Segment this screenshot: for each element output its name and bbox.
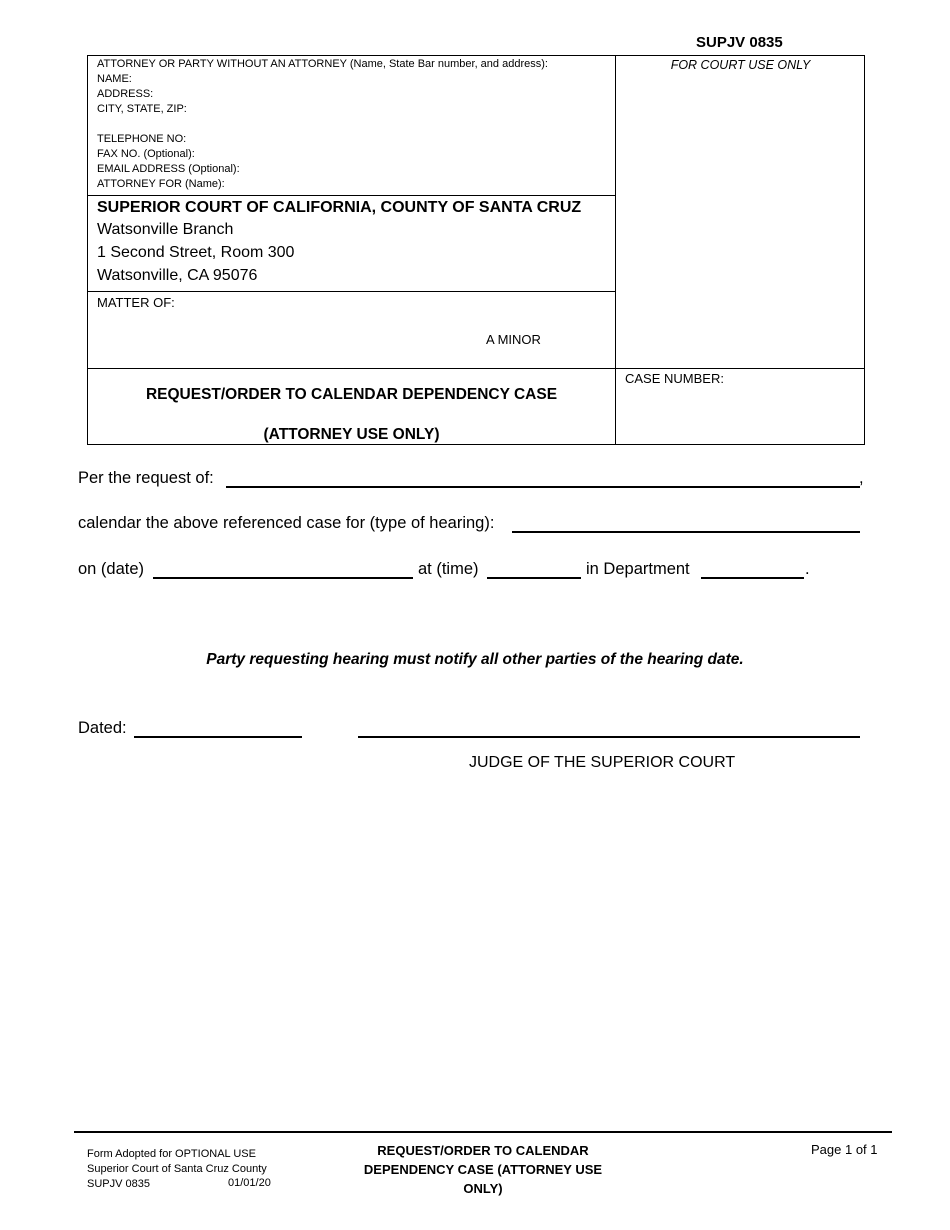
court-street: 1 Second Street, Room 300 <box>97 244 295 261</box>
attorney-city-field[interactable]: CITY, STATE, ZIP: <box>97 103 187 115</box>
department-line[interactable] <box>701 577 804 579</box>
request-comma: , <box>859 469 864 487</box>
court-use-label: FOR COURT USE ONLY <box>670 58 811 72</box>
form-title: REQUEST/ORDER TO CALENDAR DEPENDENCY CASE <box>145 386 558 403</box>
request-of-line[interactable] <box>226 486 860 488</box>
hearing-time-line[interactable] <box>487 577 581 579</box>
footer-adopted: Form Adopted for OPTIONAL USE <box>87 1148 256 1160</box>
attorney-heading: ATTORNEY OR PARTY WITHOUT AN ATTORNEY (Name, State Bar number, and address): <box>97 58 548 70</box>
footer-title: REQUEST/ORDER TO CALENDAR DEPENDENCY CASE (ATTORNEY USE ONLY) <box>363 1143 603 1196</box>
attorney-email-field[interactable]: EMAIL ADDRESS (Optional): <box>97 163 240 175</box>
hearing-date-line[interactable] <box>153 577 413 579</box>
caption-divider <box>615 55 616 445</box>
footer-rule <box>74 1131 892 1133</box>
matter-of-field[interactable]: MATTER OF: <box>97 295 175 310</box>
caption-rule <box>87 368 865 369</box>
hearing-type-label: calendar the above referenced case for (type of hearing): <box>78 514 495 532</box>
attorney-fax-field[interactable]: FAX NO. (Optional): <box>97 148 195 160</box>
footer-page-number: Page 1 of 1 <box>811 1142 878 1157</box>
dated-label: Dated: <box>78 719 127 737</box>
footer-court: Superior Court of Santa Cruz County <box>87 1163 267 1175</box>
attorney-block <box>97 57 548 192</box>
case-number-field[interactable]: CASE NUMBER: <box>625 371 724 386</box>
hearing-time-label: at (time) <box>418 560 479 578</box>
dated-line[interactable] <box>134 736 302 738</box>
department-label: in Department <box>586 560 690 578</box>
court-branch: Watsonville Branch <box>97 221 234 238</box>
form-subtitle: (ATTORNEY USE ONLY) <box>263 426 440 443</box>
judge-signature-line[interactable] <box>358 736 860 738</box>
court-city: Watsonville, CA 95076 <box>97 267 258 284</box>
footer-date: 01/01/20 <box>228 1177 271 1189</box>
attorney-name-field[interactable]: NAME: <box>97 73 132 85</box>
attorney-telephone-field[interactable]: TELEPHONE NO: <box>97 133 187 145</box>
attorney-address-field[interactable]: ADDRESS: <box>97 88 154 100</box>
form-id: SUPJV 0835 <box>696 34 783 51</box>
department-period: . <box>805 560 810 578</box>
attorney-for-field[interactable]: ATTORNEY FOR (Name): <box>97 178 225 190</box>
court-name: SUPERIOR COURT OF CALIFORNIA, COUNTY OF SANTA CRUZ <box>97 199 582 216</box>
minor-label: A MINOR <box>486 332 541 347</box>
footer-form-id: SUPJV 0835 <box>87 1178 150 1190</box>
hearing-date-label: on (date) <box>78 560 145 578</box>
caption-rule <box>87 291 615 292</box>
caption-rule <box>87 195 615 196</box>
hearing-type-line[interactable] <box>512 531 860 533</box>
judge-label: JUDGE OF THE SUPERIOR COURT <box>469 754 736 771</box>
notice-text: Party requesting hearing must notify all other parties of the hearing date. <box>206 651 744 668</box>
request-of-label: Per the request of: <box>78 469 214 487</box>
